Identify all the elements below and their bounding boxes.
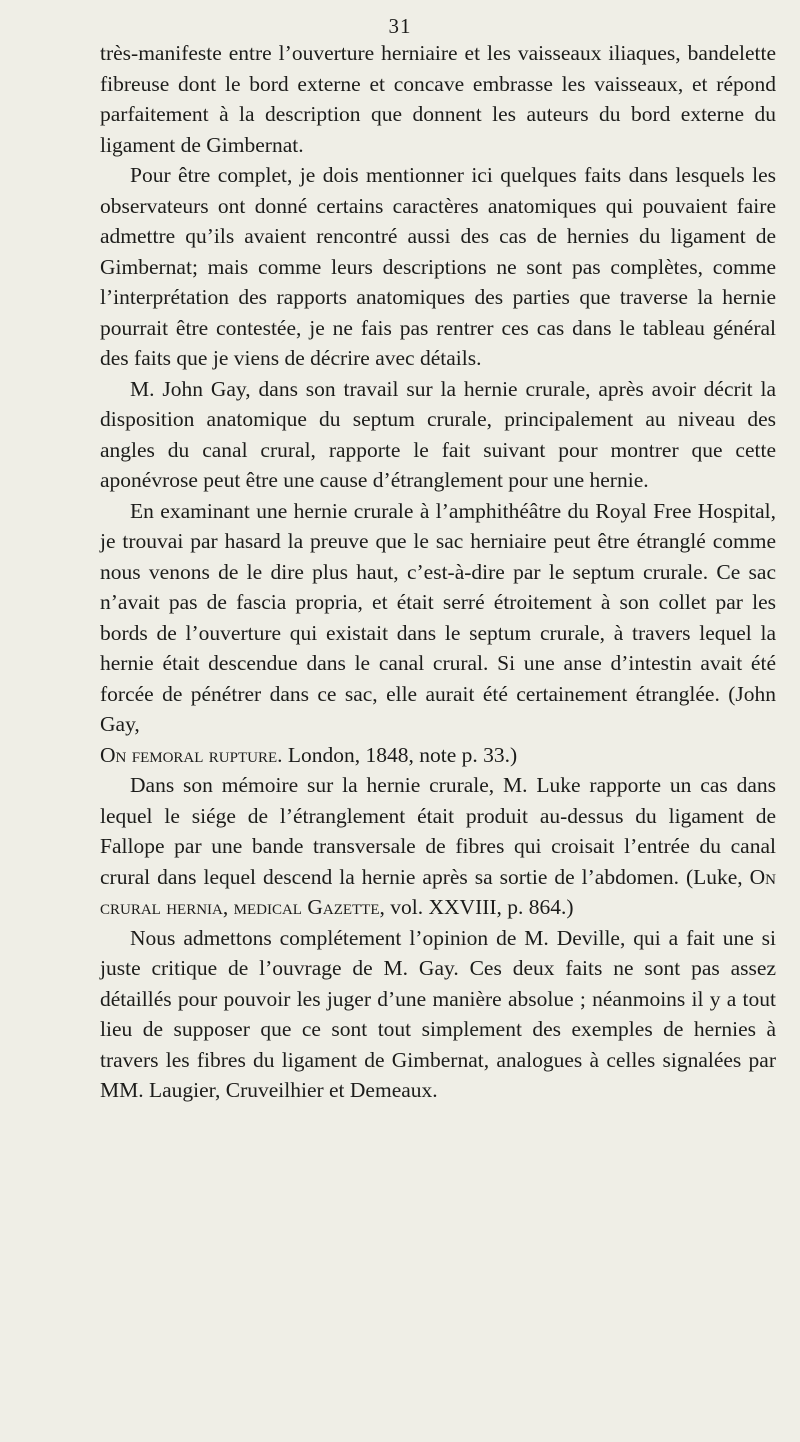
paragraph-text: Dans son mémoire sur la hernie crurale, M. Luke rapporte un cas dans lequel le siége de l’étranglement était produit au-dessus du ligament de Fallope par une bande transversale de fibres qui croisait l’entrée du canal crural dans lequel descend la hernie après sa sortie de l’abdomen. (Luke, — [100, 773, 776, 889]
citation-details: . London, 1848, note p. 33.) — [277, 742, 518, 767]
paragraph-luke-case — [100, 770, 776, 923]
body-text — [100, 38, 776, 1106]
paragraph-completeness-note: Pour être complet, je dois mentionner ici quelques faits dans lesquels les observateurs ont donné certains caractères anatomiques qui pouvaient faire admettre qu’ils avaient rencontré aussi des cas de hernies du ligament de Gimbernat; mais comme leurs descriptions ne sont pas complètes, comme l’interprétation des rapports anatomiques des parties que traverse la hernie pourrait être contestée, je ne fais pas rentrer ces cas dans le tableau général des faits que je viens de décrire avec détails. — [100, 163, 776, 370]
citation-title: On crural hernia, medical Gazette — [100, 864, 776, 919]
paragraph-john-gay: M. John Gay, dans son travail sur la hernie crurale, après avoir décrit la disposition anatomique du septum crurale, principalement au niveau des angles du canal crural, rapporte le fait suivant pour montrer que cette aponévrose peut être une cause d’étranglement pour une hernie. — [100, 376, 776, 492]
paragraph-royal-free-case — [100, 496, 776, 771]
citation-details: , vol. XXVIII, p. 864.) — [379, 895, 574, 919]
page-number: 31 — [388, 14, 412, 38]
paragraph-conclusion: Nous admettons complétement l’opinion de M. Deville, qui a fait une si juste critique de l’ouvrage de M. Gay. Ces deux faits ne sont pas assez détaillés pour pouvoir les juger d’une manière absolue ; néanmoins il y a tout lieu de supposer que ce sont tout simplement des exemples de hernies à travers les fibres du ligament de Gimbernat, analogues à celles signalées par MM. Laugier, Cruveilhier et Demeaux. — [100, 925, 776, 1102]
citation-title: On femoral rupture — [100, 742, 278, 767]
paragraph-continuation: très-manifeste entre l’ouverture herniaire et les vaisseaux iliaques, bandelette fibreuse dont le bord externe et concave embrasse les vaisseaux, et répond parfaitement à la description que donnent les auteurs du bord externe du ligament de Gimbernat. — [100, 41, 776, 157]
paragraph-text: En examinant une hernie crurale à l’amphithéâtre du Royal Free Hospital, je trouvai par hasard la preuve que le sac herniaire peut être étranglé comme nous venons de le dire plus haut, c’est-à-dire par le septum crurale. Ce sac n’avait pas de fascia propria, et était serré étroitement à son collet par les bords de l’ouverture qui existait dans le septum crurale, à travers lequel la hernie était descendue dans le canal crural. Si une anse d’intestin avait été forcée de pénétrer dans ce sac, elle aurait été certainement étranglée. (John Gay, — [100, 498, 776, 736]
